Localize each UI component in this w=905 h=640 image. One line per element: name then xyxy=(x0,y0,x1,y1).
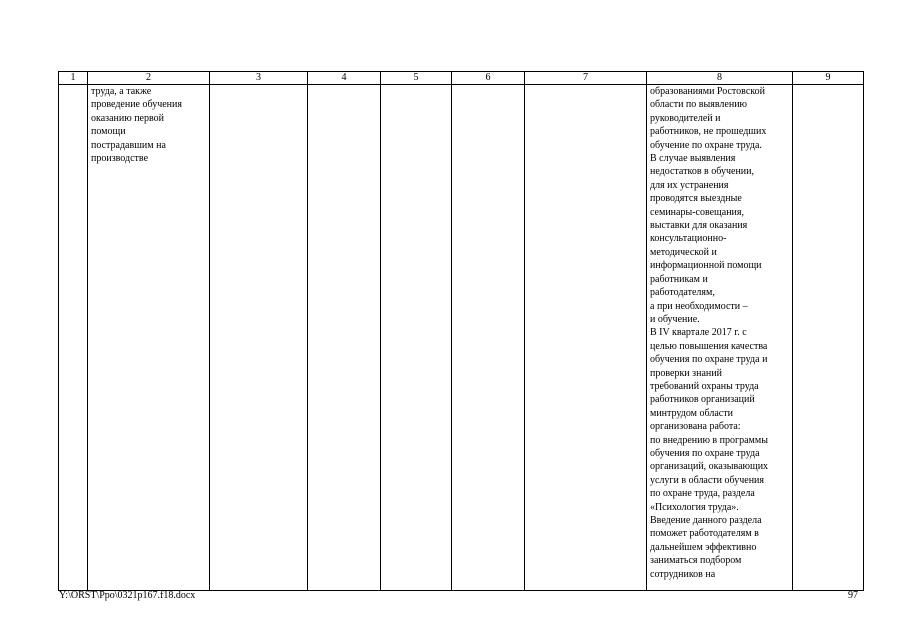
cell-col-5 xyxy=(381,85,452,591)
footer-file-path: Y:\ORST\Ppo\0321p167.f18.docx xyxy=(59,590,196,601)
column-number-5: 5 xyxy=(381,72,452,85)
footer-page-number: 97 xyxy=(848,590,858,601)
column-number-4: 4 xyxy=(308,72,381,85)
cell-col-6 xyxy=(452,85,525,591)
cell-col-8-text: образованиями Ростовской области по выявлению руководителей и работников, не прошедших обучение по охране труда. В случае выявления недостатков в обучении, для их устранения проводятся выездные семинары-совещания, выставки для оказания консультационно- методической и информационной помощи работникам и работодателям, а при необходимости – и обучение. В IV квартале 2017 г. с целью повышения качества обучения по охране труда и проверки знаний требований охраны труда работников организаций минтрудом области организована работа: по внедрению в программы обучения по охране труда организаций, оказывающих услуги в области обучения по охране труда, раздела «Психология труда». Введение данного раздела поможет работодателям в дальнейшем эффективно заниматься подбором сотрудников на xyxy=(650,86,769,580)
cell-col-7 xyxy=(525,85,647,591)
cell-col-2 xyxy=(88,85,210,591)
column-number-1: 1 xyxy=(59,72,88,85)
column-number-row xyxy=(59,72,864,85)
column-number-2: 2 xyxy=(88,72,210,85)
column-number-6: 6 xyxy=(452,72,525,85)
cell-col-8 xyxy=(647,85,793,591)
column-number-3: 3 xyxy=(210,72,308,85)
cell-col-2-text: труда, а также проведение обучения оказанию первой помощи пострадавшим на производстве xyxy=(91,86,182,165)
cell-col-1 xyxy=(59,85,88,591)
report-table xyxy=(58,71,864,591)
column-number-9: 9 xyxy=(793,72,864,85)
column-number-8: 8 xyxy=(647,72,793,85)
cell-col-9 xyxy=(793,85,864,591)
table-row xyxy=(59,85,864,591)
cell-col-3 xyxy=(210,85,308,591)
cell-col-4 xyxy=(308,85,381,591)
column-number-7: 7 xyxy=(525,72,647,85)
